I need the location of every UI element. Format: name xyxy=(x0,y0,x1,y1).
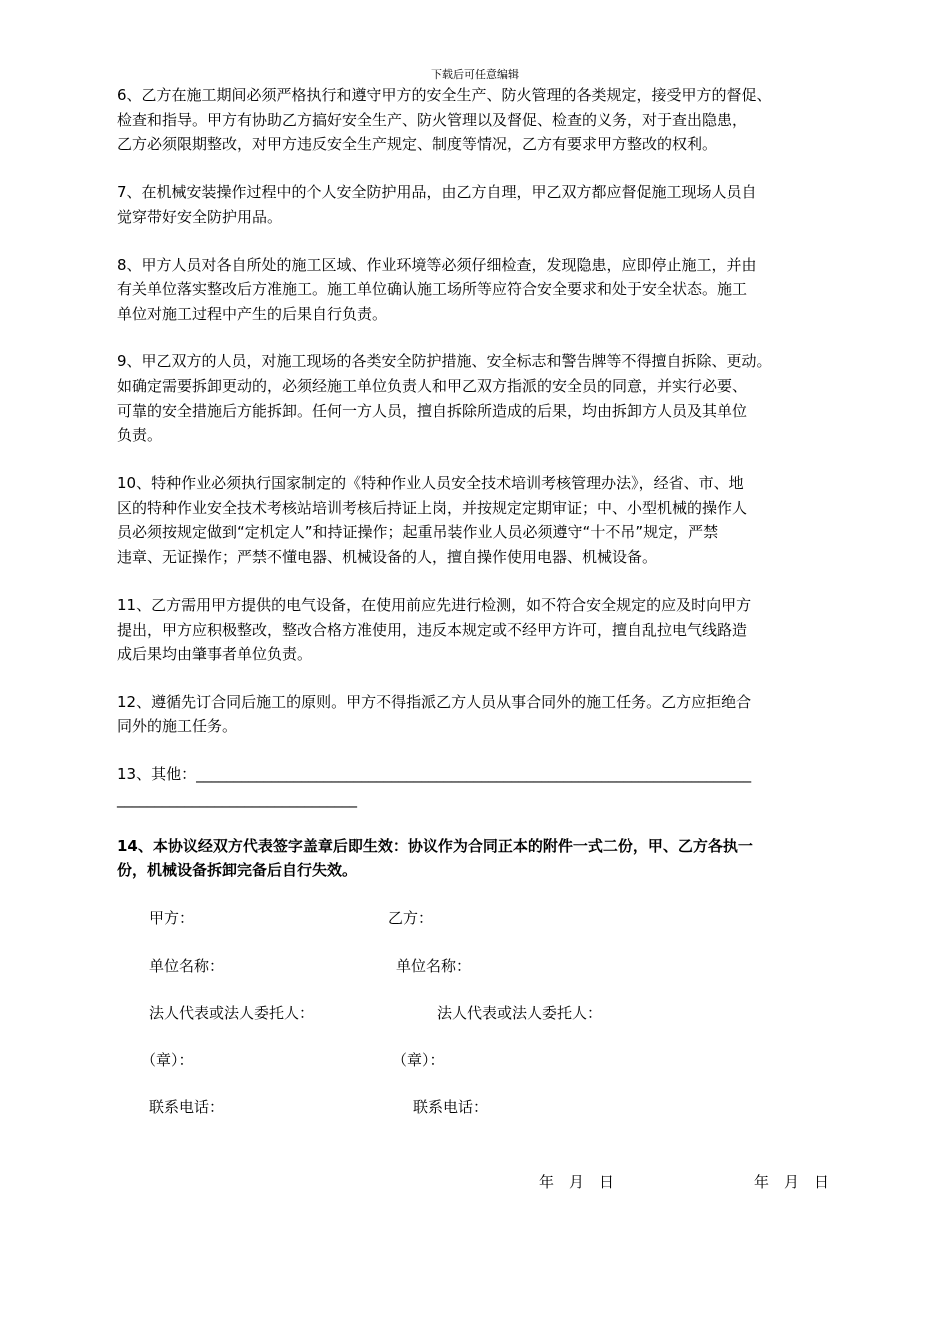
clause-6-line-2: 检查和指导。甲方有协助乙方搞好安全生产、防火管理以及督促、检查的义务，对于查出隐患， xyxy=(117,111,748,129)
clause-9-line-2: 如确定需要拆卸更动的，必须经施工单位负责人和甲乙双方指派的安全员的同意，并实行必要、 xyxy=(117,377,748,395)
page-header: 下载后可任意编辑 xyxy=(431,68,519,81)
legal-rep-b-label: 法人代表或法人委托人： xyxy=(437,1004,603,1022)
clause-14-line-2: 份，机械设备拆卸完备后自行失效。 xyxy=(117,861,358,879)
clause-7-line-2: 觉穿带好安全防护用品。 xyxy=(117,208,283,226)
date-b: 年 月 日 xyxy=(754,1173,830,1191)
clause-12-line-2: 同外的施工任务。 xyxy=(117,717,238,735)
clause-9-line-3: 可靠的安全措施后方能拆卸。任何一方人员，擅自拆除所造成的后果，均由拆卸方人员及其单位 xyxy=(117,402,748,420)
phone-a-label: 联系电话： xyxy=(149,1098,225,1116)
unit-name-a-label: 单位名称： xyxy=(149,957,225,975)
clause-10-line-3: 员必须按规定做到“定机定人”和持证操作；起重吊装作业人员必须遵守“十不吊”规定，严禁 xyxy=(117,523,719,541)
unit-name-b-label: 单位名称： xyxy=(396,957,472,975)
legal-rep-a-label: 法人代表或法人委托人： xyxy=(149,1004,315,1022)
phone-b-label: 联系电话： xyxy=(413,1098,489,1116)
clause-11-line-1: 11、乙方需用甲方提供的电气设备，在使用前应先进行检测，如不符合安全规定的应及时向甲方 xyxy=(117,596,752,614)
clause-13-line-2: ________________________________ xyxy=(117,790,357,808)
clause-10-line-4: 违章、无证操作；严禁不懂电器、机械设备的人，擅自操作使用电器、机械设备。 xyxy=(117,548,658,566)
clause-11-line-3: 成后果均由肇事者单位负责。 xyxy=(117,645,313,663)
clause-13-line-1: 13、其他：__________________________________________________________________________ xyxy=(117,765,752,783)
clause-8-line-3: 单位对施工过程中产生的后果自行负责。 xyxy=(117,305,388,323)
clause-10-line-2: 区的特种作业安全技术考核站培训考核后持证上岗，并按规定定期审证；中、小型机械的操作人 xyxy=(117,499,748,517)
clause-8-line-1: 8、甲方人员对各自所处的施工区域、作业环境等必须仔细检查，发现隐患，应即停止施工，并由 xyxy=(117,256,757,274)
party-b-label: 乙方： xyxy=(388,909,434,927)
clause-12-line-1: 12、遵循先订合同后施工的原则。甲方不得指派乙方人员从事合同外的施工任务。乙方应拒绝合 xyxy=(117,693,752,711)
clause-7-line-1: 7、在机械安装操作过程中的个人安全防护用品，由乙方自理，甲乙双方都应督促施工现场人员自 xyxy=(117,183,757,201)
clause-11-line-2: 提出，甲方应积极整改，整改合格方准使用，违反本规定或不经甲方许可，擅自乱拉电气线路造 xyxy=(117,621,748,639)
clause-6-line-3: 乙方必须限期整改，对甲方违反安全生产规定、制度等情况，乙方有要求甲方整改的权利。 xyxy=(117,135,718,153)
seal-a-label: （章）： xyxy=(141,1051,194,1069)
clause-8-line-2: 有关单位落实整改后方准施工。施工单位确认施工场所等应符合安全要求和处于安全状态。施工 xyxy=(117,280,748,298)
clause-9-line-1: 9、甲乙双方的人员，对施工现场的各类安全防护措施、安全标志和警告牌等不得擅自拆除、更动。 xyxy=(117,352,772,370)
date-a: 年 月 日 xyxy=(539,1173,615,1191)
clause-9-line-4: 负责。 xyxy=(117,426,163,444)
party-a-label: 甲方： xyxy=(149,909,195,927)
clause-6-line-1: 6、乙方在施工期间必须严格执行和遵守甲方的安全生产、防火管理的各类规定，接受甲方的督促、 xyxy=(117,86,772,104)
clause-10-line-1: 10、特种作业必须执行国家制定的《特种作业人员安全技术培训考核管理办法》，经省、市、地 xyxy=(117,474,744,492)
clause-14-line-1: 14、本协议经双方代表签字盖章后即生效：协议作为合同正本的附件一式二份，甲、乙方各执一 xyxy=(117,837,753,855)
seal-b-label: （章）： xyxy=(392,1051,445,1069)
